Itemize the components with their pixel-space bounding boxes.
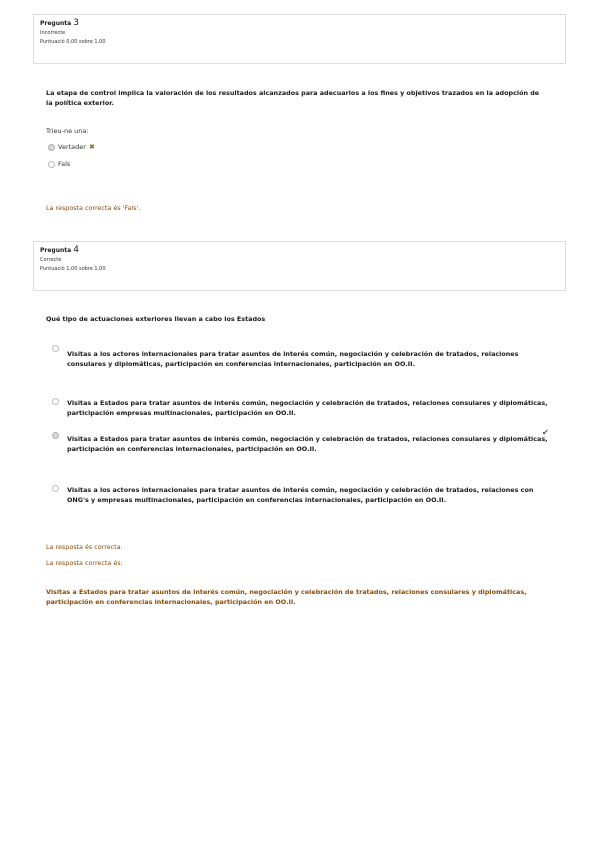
question-3-grade: Puntuació 0,00 sobre 1,00 — [40, 39, 106, 45]
option-fals-label: Fals — [58, 160, 71, 168]
radio-fals[interactable] — [48, 161, 55, 168]
option-c-text: Visitas a Estados para tratar asuntos de interés común, negociación y celebración de tratados, relaciones consulares y diplomáticas, participación en conferencias internacionales, participación en OO.II. — [67, 435, 548, 453]
radio-c[interactable] — [52, 432, 59, 439]
option-vertader-label: Vertader — [58, 143, 86, 151]
option-vertader[interactable] — [48, 143, 95, 151]
question-4-correct-answer: Visitas a Estados para tratar asuntos de interés común, negociación y celebración de tratados, relaciones consulares y diplomáticas, participación en conferencias internacionales, participación en OO.II. — [46, 588, 527, 606]
question-3-text: La etapa de control implica la valoración de los resultados alcanzados para adecuarlos a los fines y objetivos trazados en la adopción de la política exterior. — [46, 89, 540, 107]
option-d-text: Visitas a los actores internacionales para tratar asuntos de interés común, negociación y celebración de tratados, relaciones con ONG's y empresas multinacionales, participación en conferencias internacionales, participación en OO.II. — [67, 486, 534, 504]
option-b[interactable] — [52, 398, 552, 418]
question-3-info — [33, 14, 566, 64]
question-3-state: Incorrecte — [40, 30, 66, 36]
question-4-info — [33, 241, 566, 291]
question-3-prompt: Trieu-ne una: — [46, 127, 89, 135]
question-3-number: Pregunta 3 — [40, 18, 80, 28]
option-a[interactable] — [52, 345, 552, 369]
cross-icon: ✖ — [88, 143, 95, 151]
check-icon: ✔ — [542, 428, 549, 437]
radio-vertader[interactable] — [48, 144, 55, 151]
option-a-text: Visitas a los actores internacionales para tratar asuntos de interés común, negociación y celebración de tratados, relaciones consulares y diplomáticas, participación en conferencias internacionales, participación en OO.II. — [67, 350, 519, 368]
option-d[interactable] — [52, 485, 552, 505]
radio-b[interactable] — [52, 398, 59, 405]
question-3-feedback: La resposta correcta és 'Fals'. — [46, 204, 141, 212]
question-4-grade: Puntuació 1,00 sobre 1,00 — [40, 266, 106, 272]
radio-a[interactable] — [52, 345, 59, 352]
option-b-text: Visitas a Estados para tratar asuntos de interés común, negociación y celebración de tratados, relaciones consulares y diplomáticas, participación empresas multinacionales, participación en OO.II. — [67, 399, 548, 417]
question-4-text: Qué tipo de actuaciones exteriores llevan a cabo los Estados — [46, 315, 266, 323]
question-4-state: Correcte — [40, 257, 62, 263]
radio-d[interactable] — [52, 485, 59, 492]
question-4-feedback-label: La resposta correcta és: — [46, 559, 123, 567]
option-fals[interactable] — [48, 160, 70, 168]
question-4-feedback-correct: La resposta és correcta. — [46, 543, 123, 551]
option-c[interactable] — [52, 432, 552, 454]
question-4-number: Pregunta 4 — [40, 245, 80, 255]
